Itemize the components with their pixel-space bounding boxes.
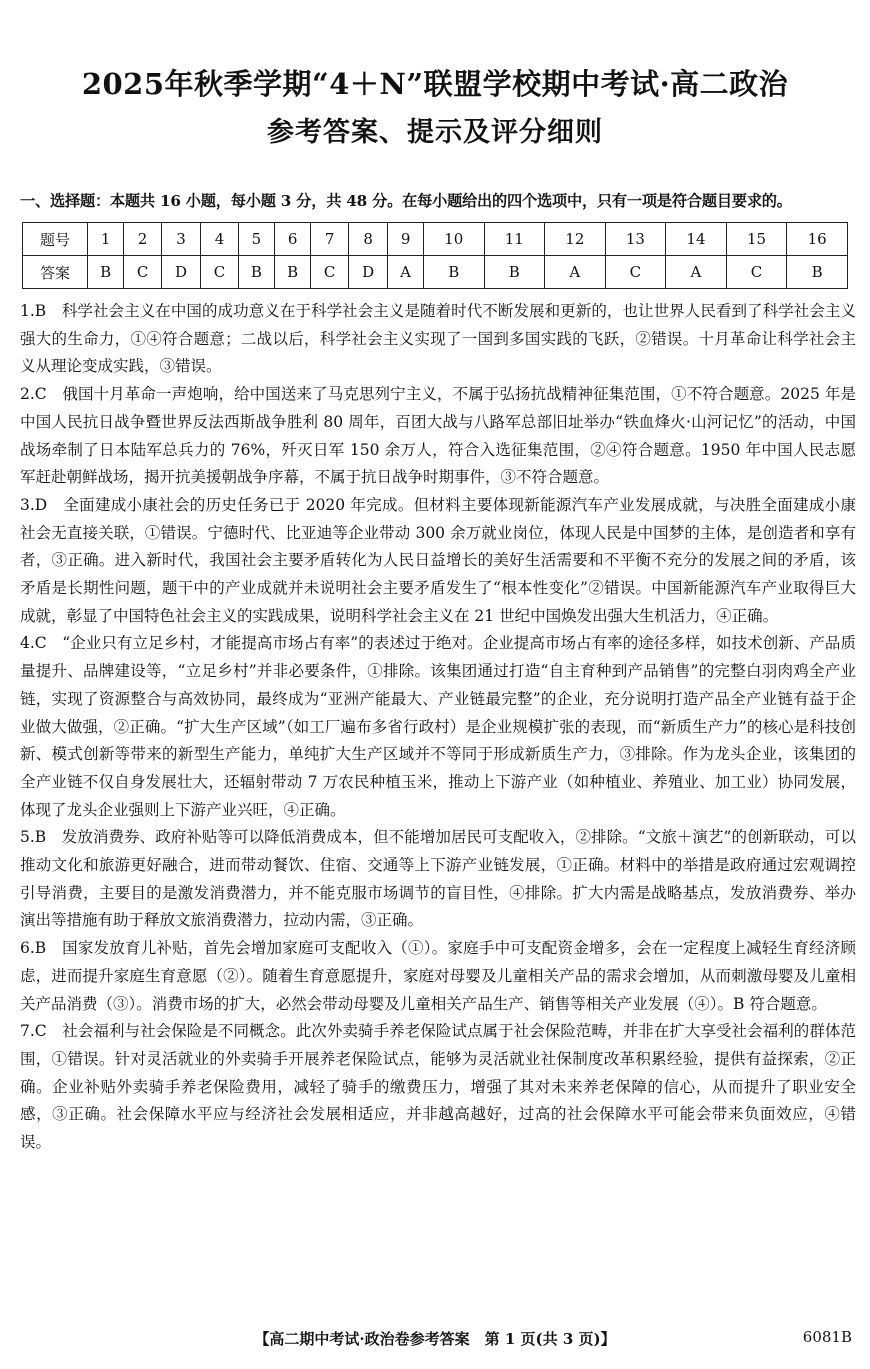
answer-cell: B xyxy=(787,256,848,289)
explanation-item: 3.D 全面建成小康社会的历史任务已于 2020 年完成。但材料主要体现新能源汽车产业发展成就，与决胜全面建成小康社会无直接关联，①错误。宁德时代、比亚迪等企业带动 300 余万就业岗位，体现人民是中国梦的主体，是创造者和享有者，③正确。进入新时代，我国社会主要矛盾转化为人民日益增长的美好生活需要和不平衡不充分的发展之间的矛盾，该矛盾是长期性问题，题干中的产业成就并未说明社会主要矛盾发生了“根本性变化”②错误。中国新能源汽车产业取得巨大成就，彰显了中国特色社会主义的实践成果，说明科学社会主义在 21 世纪中国焕发出强大生机活力，④正确。 xyxy=(20,495,856,625)
question-number-cell: 1 xyxy=(88,223,124,256)
answer-cell: D xyxy=(161,256,200,289)
question-number-cell: 3 xyxy=(161,223,200,256)
question-number-cell: 10 xyxy=(423,223,484,256)
explanation-item: 4.C “企业只有立足乡村，才能提高市场占有率”的表述过于绝对。企业提高市场占有率的途径多样，如技术创新、产品质量提升、品牌建设等，“立足乡村”并非必要条件，①排除。该集团通过打造“自主育种到产品销售”的完整白羽肉鸡全产业链，实现了资源整合与高效协同，最终成为“亚洲产能最大、产业链最完整”的企业，充分说明打造产品全产业链有益于企业做大做强，②正确。“扩大生产区域”（如工厂遍布多省行政村）是企业规模扩张的表现，而“新质生产力”的核心是科技创新、模式创新等带来的新型生产能力，单纯扩大生产区域并不等同于形成新质生产力，③排除。作为龙头企业，该集团的全产业链不仅自身发展壮大，还辐射带动 7 万农民种植玉米，推动上下游产业（如种植业、养殖业、加工业）协同发展，体现了龙头企业强则上下游产业兴旺，④正确。 xyxy=(20,634,856,819)
explanation-item: 1.B 科学社会主义在中国的成功意义在于科学社会主义是随着时代不断发展和更新的，也让世界人民看到了科学社会主义强大的生命力，①④符合题意；二战以后，科学社会主义实现了一国到多国实践的飞跃，②错误。十月革命让科学社会主义从理论变成实践，③错误。 xyxy=(20,302,856,376)
row-label-number: 题号 xyxy=(23,223,88,256)
question-number-cell: 4 xyxy=(201,223,239,256)
question-number-cell: 13 xyxy=(605,223,666,256)
question-number-cell: 15 xyxy=(726,223,787,256)
question-number-cell: 11 xyxy=(484,223,545,256)
explanation-item: 6.B 国家发放育儿补贴，首先会增加家庭可支配收入（①）。家庭手中可支配资金增多，会在一定程度上减轻生育经济顾虑，进而提升家庭生育意愿（②）。随着生育意愿提升，家庭对母婴及儿童相关产品的需求会增加，从而刺激母婴及儿童相关产品消费（③）。消费市场的扩大，必然会带动母婴及儿童相关产品生产、销售等相关产业发展（④）。B 符合题意。 xyxy=(20,939,856,1013)
question-number-cell: 9 xyxy=(388,223,424,256)
explanation-item: 2.C 俄国十月革命一声炮响，给中国送来了马克思列宁主义，不属于弘扬抗战精神征集范围，①不符合题意。2025 年是中国人民抗日战争暨世界反法西斯战争胜利 80 周年，百团大战与八路军总部旧址举办“铁血烽火·山河记忆”的活动，中国战场牵制了日本陆军总兵力的 76%，歼灭日军 150 余万人，符合入选征集范围，②④符合题意。1950 年中国人民志愿军赶赴朝鲜战场，揭开抗美援朝战争序幕，不属于抗日战争时期事件，③不符合题意。 xyxy=(20,385,856,487)
section-heading: 一、选择题：本题共 16 小题，每小题 3 分，共 48 分。在每小题给出的四个选项中，只有一项是符合题目要求的。 xyxy=(20,192,792,210)
answer-cell: A xyxy=(666,256,727,289)
answer-cell: A xyxy=(388,256,424,289)
answer-cell: C xyxy=(311,256,349,289)
page-title: 2025年秋季学期“4＋N”联盟学校期中考试·高二政治 xyxy=(81,67,789,101)
question-number-cell: 2 xyxy=(124,223,162,256)
answer-cell: B xyxy=(423,256,484,289)
row-label-answer: 答案 xyxy=(23,256,88,289)
question-number-cell: 8 xyxy=(348,223,387,256)
question-number-cell: 12 xyxy=(545,223,606,256)
answer-cell: D xyxy=(348,256,387,289)
answer-cell: B xyxy=(238,256,274,289)
answer-cell: B xyxy=(88,256,124,289)
answer-table xyxy=(22,222,848,289)
explanations-list xyxy=(20,298,856,1157)
question-number-cell: 6 xyxy=(275,223,311,256)
answer-cell: C xyxy=(124,256,162,289)
answer-table-number-row xyxy=(23,223,848,256)
answer-cell: B xyxy=(275,256,311,289)
answer-table-answer-row xyxy=(23,256,848,289)
document-code: 6081B xyxy=(802,1328,852,1346)
answer-cell: C xyxy=(726,256,787,289)
question-number-cell: 16 xyxy=(787,223,848,256)
explanation-item: 7.C 社会福利与社会保险是不同概念。此次外卖骑手养老保险试点属于社会保险范畴，并非在扩大享受社会福利的群体范围，①错误。针对灵活就业的外卖骑手开展养老保险试点，能够为灵活就业社保制度改革积累经验，提供有益探索，②正确。企业补贴外卖骑手养老保险费用，减轻了骑手的缴费压力，增强了其对未来养老保障的信心，从而提升了职业安全感，③正确。社会保障水平应与经济社会发展相适应，并非越高越好，过高的社会保障水平可能会带来负面效应，④错误。 xyxy=(20,1022,856,1152)
page-subtitle: 参考答案、提示及评分细则 xyxy=(267,117,603,148)
question-number-cell: 5 xyxy=(238,223,274,256)
question-number-cell: 7 xyxy=(311,223,349,256)
answer-cell: C xyxy=(201,256,239,289)
answer-cell: A xyxy=(545,256,606,289)
answer-cell: B xyxy=(484,256,545,289)
question-number-cell: 14 xyxy=(666,223,727,256)
explanation-item: 5.B 发放消费券、政府补贴等可以降低消费成本，但不能增加居民可支配收入，②排除。“文旅＋演艺”的创新联动，可以推动文化和旅游更好融合，进而带动餐饮、住宿、交通等上下游产业链发展，①正确。材料中的举措是政府通过宏观调控引导消费，主要目的是激发消费潜力，并不能克服市场调节的盲目性，④排除。扩大内需是战略基点，发放消费券、举办演出等措施有助于释放文旅消费潜力，拉动内需，③正确。 xyxy=(20,828,856,930)
answer-cell: C xyxy=(605,256,666,289)
page-footer: 【高二期中考试·政治卷参考答案 第 1 页(共 3 页)】 xyxy=(254,1330,616,1348)
